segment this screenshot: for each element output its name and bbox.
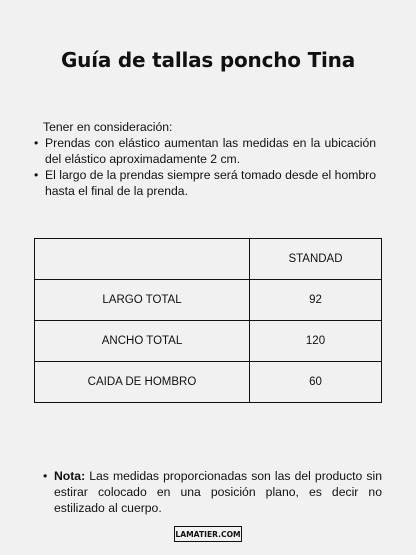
size-table	[34, 238, 382, 403]
row-value-ancho-total: 120	[250, 321, 382, 362]
brand-badge: LAMATIER.COM	[174, 526, 242, 542]
table-row	[35, 362, 382, 403]
note-text: Las medidas proporcionadas son las del producto sin estirar colocado en una posición plano, es decir no estilizado al cuerpo.	[54, 469, 382, 515]
note-item	[40, 468, 382, 516]
row-label-ancho-total: ANCHO TOTAL	[35, 321, 250, 362]
note-section	[40, 468, 382, 516]
page-title: Guía de tallas poncho Tina	[60, 48, 356, 72]
table-header-standard: STANDAD	[250, 239, 382, 280]
considerations-item-elastic: • Prendas con elástico aumentan las medidas en la ubicación del elástico aproximadamente 2 cm.	[33, 135, 376, 167]
row-value-caida-de-hombro: 60	[250, 362, 382, 403]
table-header-row	[35, 239, 382, 280]
considerations-intro: Tener en consideración:	[43, 120, 173, 134]
row-value-largo-total: 92	[250, 280, 382, 321]
table-row	[35, 321, 382, 362]
table-row	[35, 280, 382, 321]
row-label-largo-total: LARGO TOTAL	[35, 280, 250, 321]
table-header-empty	[35, 239, 250, 280]
row-label-caida-de-hombro: CAIDA DE HOMBRO	[35, 362, 250, 403]
note-list	[40, 468, 382, 516]
considerations-section	[33, 119, 376, 199]
considerations-item-length: • El largo de la prendas siempre será tomado desde el hombro hasta el final de la prenda.	[33, 167, 376, 199]
considerations-list	[33, 135, 376, 199]
note-label: Nota:	[54, 469, 86, 483]
